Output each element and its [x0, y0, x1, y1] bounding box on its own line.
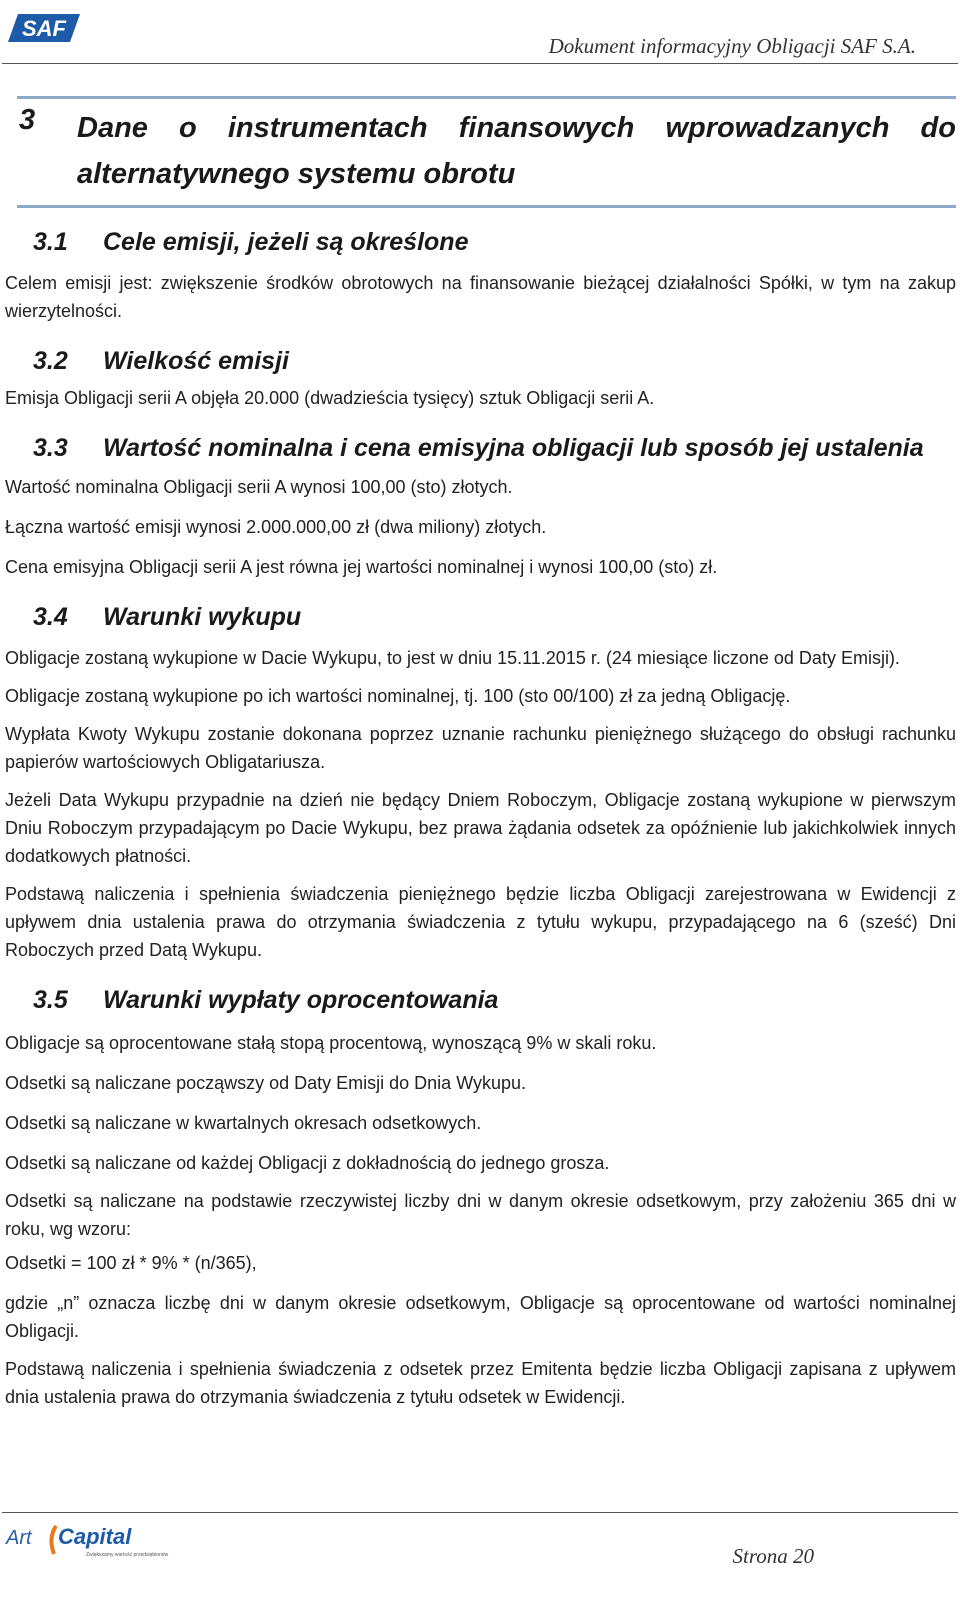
- formula: Odsetki = 100 zł * 9% * (n/365),: [5, 1253, 257, 1273]
- subsection-heading-3-5: [5, 986, 956, 1015]
- paragraph: Odsetki są naliczane od każdej Obligacji z dokładnością do jednego grosza.: [5, 1153, 610, 1173]
- subsection-title: Cele emisji, jeżeli są określone: [103, 228, 469, 256]
- paragraph: Odsetki są naliczane na podstawie rzeczywistej liczby dni w danym okresie odsetkowym, przy założeniu 365 dni w roku, wg wzoru:: [5, 1191, 956, 1239]
- logo-capital-text: Capital: [58, 1524, 132, 1549]
- paragraph: Obligacje zostaną wykupione w Dacie Wykupu, to jest w dniu 15.11.2015 r. (24 miesiące liczone od Daty Emisji).: [5, 648, 900, 668]
- saf-logo: [8, 10, 80, 46]
- header-divider: [2, 63, 958, 64]
- logo-art-text: Art: [6, 1527, 32, 1549]
- subsection-number: 3.1: [33, 228, 68, 256]
- subsection-number: 3.4: [33, 603, 68, 631]
- subsection-heading-3-2: [5, 347, 956, 376]
- header-title: Dokument informacyjny Obligacji SAF S.A.: [548, 34, 916, 58]
- paragraph: Odsetki są naliczane począwszy od Daty Emisji do Dnia Wykupu.: [5, 1073, 527, 1093]
- paragraph: Obligacje zostaną wykupione po ich wartości nominalnej, tj. 100 (sto 00/100) zł za jedną Obligację.: [5, 686, 791, 706]
- section-heading: [17, 96, 956, 208]
- logo-tagline: Zwiększamy wartość przedsiębiorstw: [86, 1552, 169, 1558]
- saf-logo-text: SAF: [22, 16, 66, 41]
- art-capital-logo: [4, 1516, 169, 1566]
- paragraph: Jeżeli Data Wykupu przypadnie na dzień nie będący Dniem Roboczym, Obligacje zostaną wykupione w pierwszym Dniu Roboczym przypadającym po Dacie Wykupu, bez prawa żądania odsetek za opóźnienie lub jakichkolwiek innych dodatkowych płatności.: [5, 790, 956, 866]
- subsection-heading-3-4: [5, 603, 956, 632]
- paragraph: Odsetki są naliczane w kwartalnych okresach odsetkowych.: [5, 1113, 482, 1133]
- page-number: Strona 20: [732, 1544, 814, 1568]
- paragraph: Podstawą naliczenia i spełnienia świadczenia pieniężnego będzie liczba Obligacji zarejestrowana w Ewidencji z upływem dnia ustalenia prawa do otrzymania świadczenia z tytułu wykupu, przypadającego na 6 (sześć) Dni Roboczych przed Datą Wykupu.: [5, 884, 956, 960]
- paragraph: Emisja Obligacji serii A objęła 20.000 (dwadzieścia tysięcy) sztuk Obligacji serii A.: [5, 388, 655, 408]
- subsection-number: 3.2: [33, 347, 68, 375]
- paragraph: Wartość nominalna Obligacji serii A wynosi 100,00 (sto) złotych.: [5, 477, 513, 497]
- paragraph: Wypłata Kwoty Wykupu zostanie dokonana poprzez uznanie rachunku pieniężnego służącego do obsługi rachunku papierów wartościowych Obligatariusza.: [5, 724, 956, 772]
- paragraph: Celem emisji jest: zwiększenie środków obrotowych na finansowanie bieżącej działalności Spółki, w tym na zakup wierzytelności.: [5, 273, 956, 321]
- subsection-number: 3.5: [33, 986, 68, 1014]
- page-header: [0, 0, 960, 66]
- subsection-title: Wielkość emisji: [103, 347, 289, 375]
- subsection-heading-3-3: [5, 434, 956, 463]
- subsection-title: Warunki wypłaty oprocentowania: [103, 986, 499, 1014]
- section-number: 3: [19, 104, 36, 136]
- paragraph: Podstawą naliczenia i spełnienia świadczenia z odsetek przez Emitenta będzie liczba Obligacji zapisana z upływem dnia ustalenia prawa do otrzymania świadczenia z tytułu odsetek w Ewidencji.: [5, 1359, 956, 1407]
- subsection-title: Wartość nominalna i cena emisyjna obligacji lub sposób jej ustalenia: [103, 434, 924, 462]
- logo-swoosh: [51, 1526, 56, 1554]
- paragraph: Łączna wartość emisji wynosi 2.000.000,00 zł (dwa miliony) złotych.: [5, 517, 547, 537]
- section-title: Dane o instrumentach finansowych wprowadzanych do alternatywnego systemu obrotu: [77, 112, 956, 190]
- subsection-heading-3-1: [5, 228, 956, 257]
- footer-divider: [2, 1512, 958, 1513]
- paragraph: Obligacje są oprocentowane stałą stopą procentową, wynoszącą 9% w skali roku.: [5, 1033, 657, 1053]
- subsection-title: Warunki wykupu: [103, 603, 302, 631]
- paragraph: gdzie „n” oznacza liczbę dni w danym okresie odsetkowym, Obligacje są oprocentowane od wartości nominalnej Obligacji.: [5, 1293, 956, 1341]
- subsection-number: 3.3: [33, 434, 68, 462]
- paragraph: Cena emisyjna Obligacji serii A jest równa jej wartości nominalnej i wynosi 100,00 (sto) zł.: [5, 557, 718, 577]
- document-body: [5, 96, 956, 1411]
